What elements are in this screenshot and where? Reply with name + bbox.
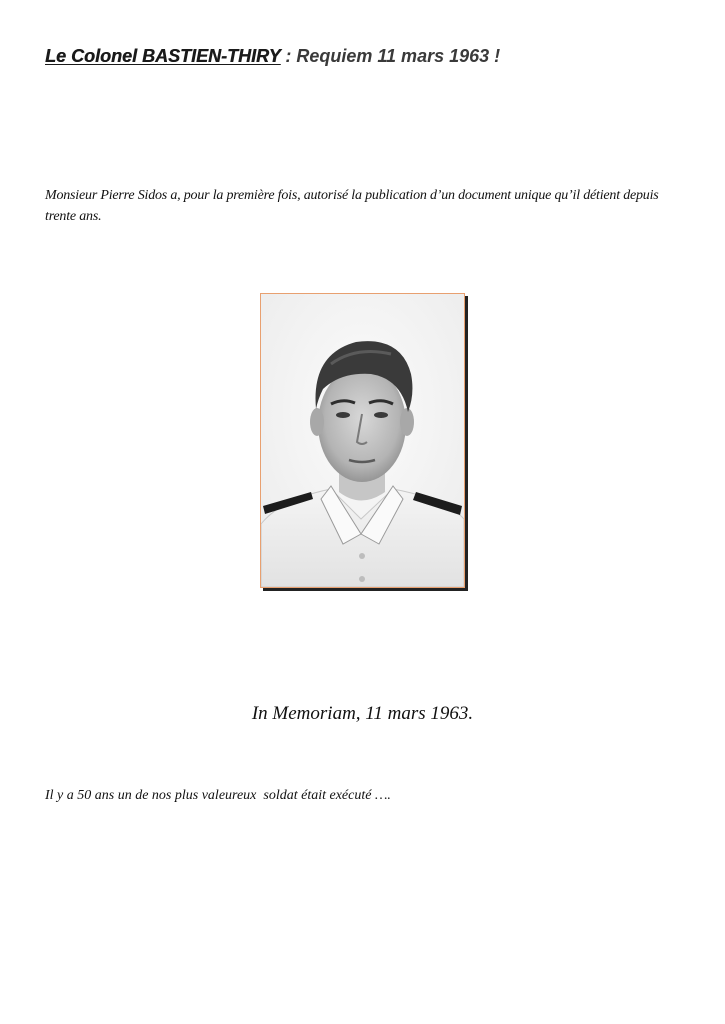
title-subtitle: : Requiem 11 mars 1963 ! bbox=[280, 46, 501, 66]
portrait-photo bbox=[260, 293, 465, 588]
closing-line: Il y a 50 ans un de nos plus valeureux soldat était exécuté …. bbox=[45, 788, 391, 803]
memoriam-heading: In Memoriam, 11 mars 1963. bbox=[251, 703, 474, 724]
intro-paragraph: Monsieur Pierre Sidos a, pour la première fois, autorisé la publication d’un document unique qu’il détient depuis trente ans. bbox=[45, 188, 659, 224]
title-name: Le Colonel BASTIEN-THIRY bbox=[45, 46, 281, 66]
page-title bbox=[45, 46, 500, 67]
